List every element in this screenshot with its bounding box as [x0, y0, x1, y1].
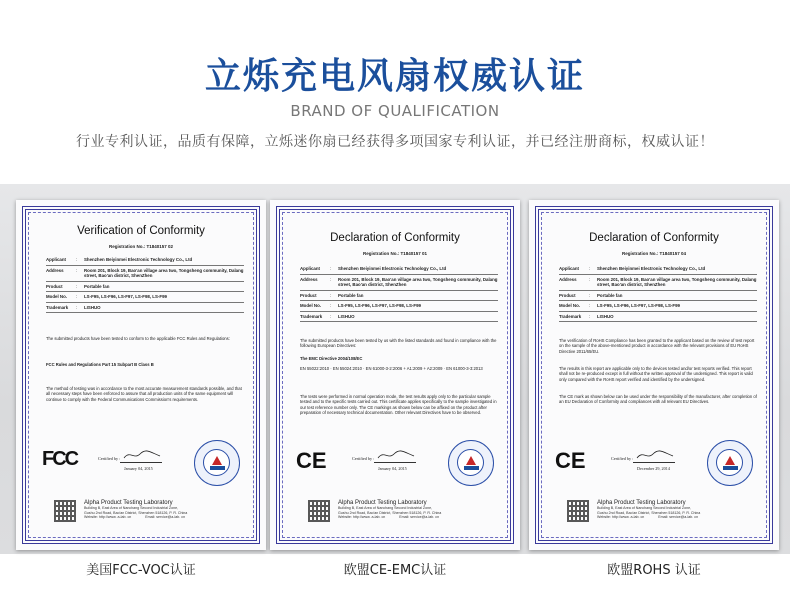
seal-icon	[194, 440, 240, 486]
certificate-para-2: The EMC Directive 2004/108/EC	[300, 356, 363, 361]
certificate-para-4: The CE mark as shown below can be used under the responsibility of the manufacturer, after completion of an EU Declaration of Conformity and compliances with all relevant EU Directives.	[559, 394, 757, 405]
field-applicant: Applicant : Shenzhen Beiyinmei Electronic Technology Co., Ltd	[300, 264, 498, 275]
field-product: Product : Portable fan	[300, 291, 498, 302]
lab-email: Email: service@a-lab. cn	[658, 515, 699, 520]
lab-website: Website: http://www. a-lab. cn	[84, 515, 132, 520]
field-label: Trademark	[300, 313, 323, 319]
signature-line	[120, 462, 162, 463]
signature	[376, 448, 416, 462]
field-product: Product : Portable fan	[46, 282, 244, 293]
field-model: Model No. : LS-F95, LS-F96, LS-F97, LS-F98, LS-F99	[559, 301, 757, 312]
field-value: LISHUO	[84, 304, 101, 310]
certificate-para-3: The results in this report are applicable only to the devices tested and/or test reports verified. This report shall not be re-produced except in full without the written approval of the undersigned. This report is valid only compared with the RoHS report verified and identified by the undersigned.	[559, 366, 753, 382]
lab-email: Email: service@a-lab. cn	[145, 515, 186, 520]
field-trademark: Trademark : LISHUO	[46, 303, 244, 314]
field-label: Applicant	[559, 266, 580, 271]
fcc-logo: FCC	[42, 448, 78, 470]
lab-address-1: Building B, East Area of Nanchang Second Industrial Zone,	[84, 506, 179, 510]
qr-code-icon	[308, 500, 330, 522]
field-address: Address : Room 201, Block 19, Bao'an village area two, Tongsheng community, Dalang street, Bao'an district, ShenZhen	[300, 275, 498, 291]
field-value: Room 201, Block 19, Bao'an village area two, Tongsheng community, Dalang street, Bao'an district, ShenZhen	[597, 276, 757, 287]
certificate-date: January 04, 2015	[124, 466, 153, 471]
certificate-1	[270, 200, 520, 550]
field-value: Shenzhen Beiyinmei Electronic Technology Co., Ltd	[84, 257, 193, 262]
signature	[635, 448, 675, 462]
certificate-title: Declaration of Conformity	[330, 232, 460, 244]
lab-name: Alpha Product Testing Laboratory	[84, 500, 173, 506]
certificate-para-4: The tests were performed in normal operation mode, the test results apply only to the particular sample tested and to the specific tests carried out. This certificate applies specifically to the sample investigated in our test reference number only. The CE markings as shown below can be affixed on the product after preparation of necessary technical documentation. Other relevant Directives have to be observed.	[300, 394, 497, 416]
page-title: 立烁充电风扇权威认证	[204, 56, 585, 97]
field-value: LS-F95, LS-F96, LS-F97, LS-F98, LS-F99	[84, 294, 167, 299]
lab-address-1: Building B, East Area of Nanchang Second Industrial Zone,	[338, 506, 433, 510]
field-label: Address	[300, 276, 318, 282]
field-applicant: Applicant : Shenzhen Beiyinmei Electronic Technology Co., Ltd	[559, 264, 757, 275]
lab-address-2: Gushu 2nd Road, Bao'an District, Shenzhen 518126, P. R. China	[338, 510, 442, 515]
field-product: Product : Portable fan	[559, 291, 757, 302]
certificate-para-1: The submitted products have been tested by us with the listed standards and found in compliance with the following European Directives:	[300, 338, 497, 349]
certificate-caption: 欧盟CE-EMC认证	[343, 563, 447, 578]
lab-info	[597, 500, 700, 519]
signature-line	[633, 462, 675, 463]
certificate-caption: 美国FCC-VOC认证	[86, 563, 196, 578]
certificate-date: December 29, 2014	[637, 466, 670, 471]
field-value: LISHUO	[338, 313, 355, 319]
field-label: Applicant	[300, 266, 321, 271]
certificate-para-2: FCC Rules and Regulations Part 15 Subpart B Class B	[46, 362, 154, 367]
header	[0, 0, 790, 160]
qr-code-icon	[54, 500, 76, 522]
signature-line	[374, 462, 416, 463]
field-value: Portable fan	[84, 283, 110, 289]
field-label: Trademark	[46, 304, 69, 310]
field-label: Product	[559, 292, 576, 298]
lab-address-2: Gushu 2nd Road, Bao'an District, Shenzhen 518126, P. R. China	[597, 510, 701, 515]
field-value: LS-F95, LS-F96, LS-F97, LS-F98, LS-F99	[338, 303, 421, 308]
lab-name: Alpha Product Testing Laboratory	[597, 500, 686, 506]
field-value: Portable fan	[338, 292, 364, 298]
signature	[122, 448, 162, 462]
field-label: Trademark	[559, 313, 582, 319]
seal-icon	[707, 440, 753, 486]
lab-website: Website: http://www. a-lab. cn	[338, 515, 386, 520]
page-description: 行业专利认证，品质有保障，立烁迷你扇已经获得多项国家专利认证，并已经注册商标，权威认证！	[76, 134, 714, 150]
field-label: Product	[300, 292, 317, 298]
lab-address-2: Gushu 2nd Road, Bao'an District, Shenzhen 518126, P. R. China	[84, 510, 188, 515]
lab-website: Website: http://www. a-lab. cn	[597, 515, 645, 520]
field-address: Address : Room 201, Block 19, Bao'an village area two, Tongsheng community, Dalang street, Bao'an district, ShenZhen	[46, 266, 244, 282]
field-label: Address	[46, 267, 64, 273]
field-address: Address : Room 201, Block 19, Bao'an village area two, Tongsheng community, Dalang street, Bao'an district, ShenZhen	[559, 275, 757, 291]
certificate-0	[16, 200, 266, 550]
field-value: LS-F95, LS-F96, LS-F97, LS-F98, LS-F99	[597, 303, 680, 308]
lab-address-1: Building B, East Area of Nanchang Second Industrial Zone,	[597, 506, 692, 510]
certificate-para-1: The submitted products have been tested to conform to the applicable FCC Rules and Regulations:	[46, 336, 230, 341]
certificate-reg-number: Registration No.: T1840157 02	[108, 244, 174, 249]
certificate-para-3: The method of testing was in accordance to the most accurate measurement standards possible, and that all necessary steps have been enforced to assure that all production units of the same equipment will continue to comply with the Federal Communications Commission's requirements.	[46, 386, 242, 402]
lab-name: Alpha Product Testing Laboratory	[338, 500, 427, 506]
certificate-fields	[46, 255, 244, 313]
lab-info	[84, 500, 187, 519]
field-trademark: Trademark : LISHUO	[300, 312, 498, 323]
field-model: Model No. : LS-F95, LS-F96, LS-F97, LS-F98, LS-F99	[46, 292, 244, 303]
certified-by-label: Certified by :	[611, 456, 634, 461]
field-applicant: Applicant : Shenzhen Beiyinmei Electronic Technology Co., Ltd	[46, 255, 244, 266]
field-value: Shenzhen Beiyinmei Electronic Technology Co., Ltd	[338, 266, 447, 271]
certificate-fields	[300, 264, 498, 322]
field-label: Model No.	[300, 303, 321, 308]
lab-email: Email: service@a-lab. cn	[399, 515, 440, 520]
certificate-para-1: The verification of RoHS Compliance has been granted to the applicant based on the review of test report on the sample of the above-mentioned product in accordance with the relevant provisions of EU RoHS Directive 2011/65/EU.	[559, 338, 755, 354]
field-value: LISHUO	[597, 313, 614, 319]
field-value: Room 201, Block 19, Bao'an village area two, Tongsheng community, Dalang street, Bao'an district, ShenZhen	[338, 276, 498, 287]
certificate-reg-number: Registration No.: T1840157 04	[621, 251, 687, 256]
field-value: Shenzhen Beiyinmei Electronic Technology Co., Ltd	[597, 266, 706, 271]
qr-code-icon	[567, 500, 589, 522]
ce-logo: CE	[296, 448, 327, 473]
field-value: Room 201, Block 19, Bao'an village area two, Tongsheng community, Dalang street, Bao'an district, ShenZhen	[84, 267, 244, 278]
lab-info	[338, 500, 441, 519]
field-label: Applicant	[46, 257, 67, 262]
field-value: Portable fan	[597, 292, 623, 298]
certificate-fields	[559, 264, 757, 322]
certificate-date: January 04, 2015	[378, 466, 407, 471]
field-model: Model No. : LS-F95, LS-F96, LS-F97, LS-F98, LS-F99	[300, 301, 498, 312]
field-label: Model No.	[46, 294, 67, 299]
certified-by-label: Certified by :	[98, 456, 121, 461]
certificate-inner-border	[282, 212, 508, 538]
certificate-2	[529, 200, 779, 550]
certified-by-label: Certified by :	[352, 456, 375, 461]
certificate-reg-number: Registration No.: T1840157 01	[362, 251, 428, 256]
certificate-para-3: EN 55022:2010 · EN 55024:2010 · EN 61000-3-2:2006 + A1:2009 + A2:2009 · EN 61000-3-3:2013	[300, 366, 483, 371]
seal-icon	[448, 440, 494, 486]
field-label: Model No.	[559, 303, 580, 308]
field-label: Product	[46, 283, 63, 289]
page-subtitle: BRAND OF QUALIFICATION	[290, 102, 500, 120]
certificate-caption: 欧盟ROHS 认证	[607, 563, 701, 578]
field-trademark: Trademark : LISHUO	[559, 312, 757, 323]
certificate-title: Verification of Conformity	[77, 225, 205, 237]
field-label: Address	[559, 276, 577, 282]
ce-logo: CE	[555, 448, 586, 473]
certificate-title: Declaration of Conformity	[589, 232, 719, 244]
